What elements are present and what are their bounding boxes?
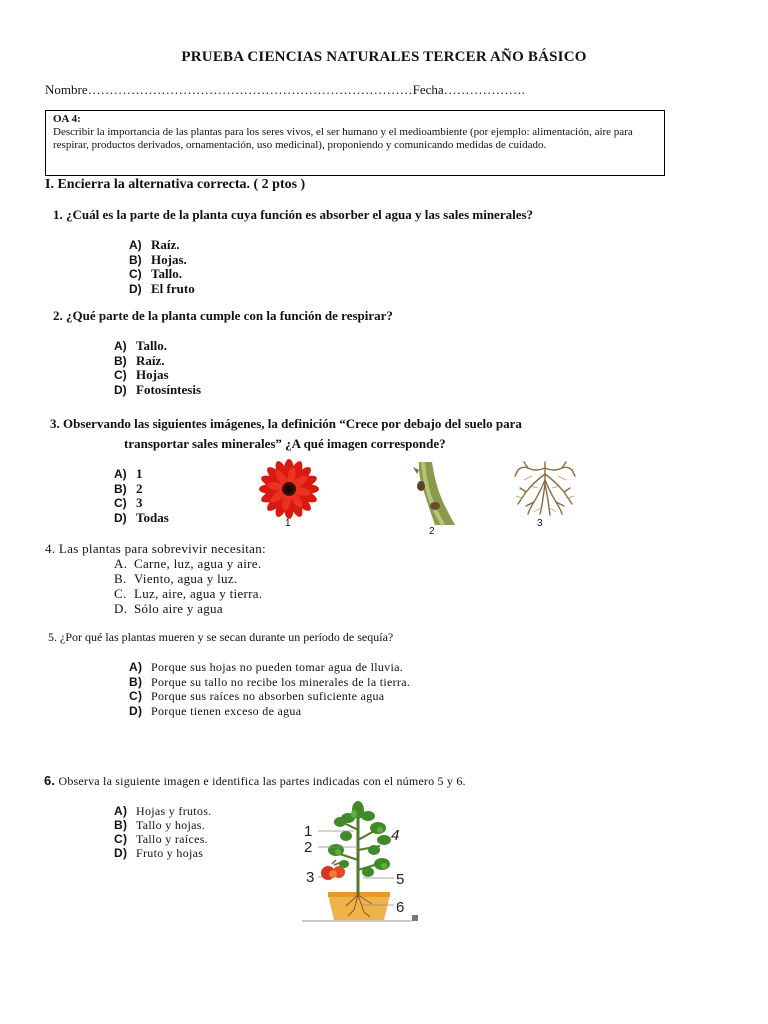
option-b[interactable]: B) Tallo y hojas. bbox=[114, 818, 206, 832]
stem-image bbox=[405, 462, 461, 542]
question-5-options bbox=[129, 660, 410, 718]
option-a[interactable]: A) 1 bbox=[114, 466, 143, 481]
question-4-options bbox=[114, 556, 262, 616]
option-d[interactable]: D) Porque tienen exceso de agua bbox=[129, 703, 302, 718]
option-c[interactable]: C) Tallo. bbox=[129, 266, 182, 281]
objective-label: OA 4: bbox=[53, 113, 81, 125]
question-6 bbox=[44, 773, 466, 789]
plant-diagram-icon bbox=[298, 800, 423, 925]
option-b[interactable]: B) Raíz. bbox=[114, 352, 165, 368]
page-title: PRUEBA CIENCIAS NATURALES TERCER AÑO BÁSICO bbox=[181, 49, 587, 65]
option-c[interactable]: C) Hojas bbox=[114, 367, 169, 382]
diagram-label-2: 2 bbox=[304, 839, 313, 856]
question-6-number: 6. bbox=[44, 773, 56, 788]
small-square-mark bbox=[412, 915, 418, 921]
option-b[interactable]: B) Hojas. bbox=[129, 251, 187, 267]
image-3-caption: 3 bbox=[537, 518, 543, 529]
roots-icon bbox=[512, 458, 578, 518]
diagram-label-4: 4 bbox=[391, 827, 400, 844]
option-a[interactable]: A) Porque sus hojas no pueden tomar agua de lluvia. bbox=[129, 660, 404, 674]
question-1-options bbox=[129, 238, 195, 296]
question-1: 1. ¿Cuál es la parte de la planta cuya función es absorber el agua y las sales minerales? bbox=[53, 207, 534, 222]
question-3-line-2: transportar sales minerales” ¿A qué imagen corresponde? bbox=[124, 436, 446, 451]
diagram-label-6: 6 bbox=[396, 899, 405, 916]
roots-image bbox=[512, 458, 578, 532]
question-6-text: Observa la siguiente imagen e identifica las partes indicadas con el número 5 y 6. bbox=[58, 774, 466, 788]
question-2-options bbox=[114, 339, 201, 397]
option-b[interactable]: B) 2 bbox=[114, 480, 143, 496]
flower-icon bbox=[253, 459, 325, 519]
option-d[interactable]: D. Sólo aire y agua bbox=[114, 601, 223, 616]
option-d[interactable]: D) El fruto bbox=[129, 280, 195, 296]
question-5: 5. ¿Por qué las plantas mueren y se secan durante un período de sequía? bbox=[48, 630, 394, 644]
objective-box bbox=[45, 110, 665, 176]
question-3-line-1: 3. Observando las siguientes imágenes, la definición “Crece por debajo del suelo para bbox=[50, 416, 522, 431]
question-3-options bbox=[114, 467, 169, 525]
diagram-label-5: 5 bbox=[396, 871, 405, 888]
option-c[interactable]: C) Tallo y raíces. bbox=[114, 832, 208, 846]
option-a[interactable]: A) Tallo. bbox=[114, 338, 167, 353]
option-a[interactable]: A) Hojas y frutos. bbox=[114, 804, 212, 818]
option-a[interactable]: A. Carne, luz, agua y aire. bbox=[114, 556, 262, 571]
flower-image bbox=[253, 459, 325, 531]
option-c[interactable]: C. Luz, aire, agua y tierra. bbox=[114, 586, 263, 601]
image-2-caption: 2 bbox=[429, 526, 435, 537]
name-date-line: Nombre…………………………………………………………………Fecha………………. bbox=[45, 82, 525, 97]
option-d[interactable]: D) Fruto y hojas bbox=[114, 846, 204, 860]
objective-text: Describir la importancia de las plantas para los seres vivos, el ser humano y el medioambiente (por ejemplo: alimentación, aire para respirar, productos derivados, ornamentación, uso medicinal), proponiendo y comunicando medidas de cuidado. bbox=[53, 126, 633, 151]
option-b[interactable]: B) Porque su tallo no recibe los minerales de la tierra. bbox=[129, 674, 411, 689]
option-d[interactable]: D) Fotosíntesis bbox=[114, 381, 201, 397]
stem-icon bbox=[405, 462, 461, 526]
section-heading: I. Encierra la alternativa correcta. ( 2 ptos ) bbox=[45, 177, 306, 192]
diagram-label-1: 1 bbox=[304, 823, 313, 840]
question-6-options bbox=[114, 804, 212, 860]
option-b[interactable]: B. Viento, agua y luz. bbox=[114, 571, 238, 586]
question-4: 4. Las plantas para sobrevivir necesitan: bbox=[45, 541, 266, 556]
diagram-label-3: 3 bbox=[306, 869, 315, 886]
option-a[interactable]: A) Raíz. bbox=[129, 237, 180, 252]
plant-diagram bbox=[298, 800, 423, 925]
option-d[interactable]: D) Todas bbox=[114, 509, 169, 525]
image-1-caption: 1 bbox=[285, 518, 291, 529]
option-c[interactable]: C) 3 bbox=[114, 495, 143, 510]
question-2: 2. ¿Qué parte de la planta cumple con la función de respirar? bbox=[53, 308, 393, 323]
option-c[interactable]: C) Porque sus raíces no absorben suficiente agua bbox=[129, 689, 385, 703]
